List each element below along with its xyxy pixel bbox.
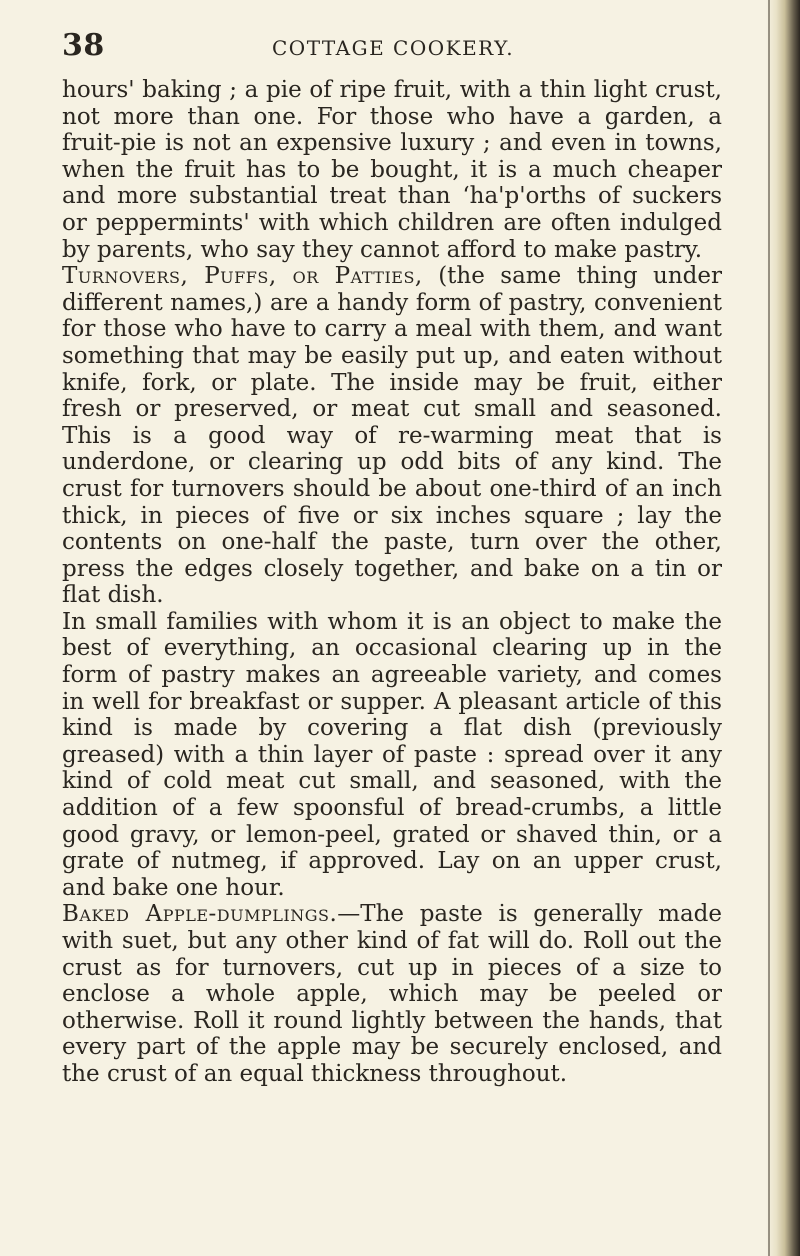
paragraph-text: (the same thing under different names,) are a handy form of pastry, convenient for those who have to carry a meal with them, and want something that may be easily put up, and eaten without knife, fork, or plate. The inside may be fruit, either fresh or preserved, or meat cut small and seasoned. This is a good way of re-warming meat that is underdone, or clearing up odd bits of any kind. The crust for turnovers should be about one-third of an inch thick, in pieces of five or six inches square ; lay the contents on one-half the paste, turn over the other, press the edges closely together, and bake on a tin or flat dish. [62, 263, 722, 609]
paragraph-fruit-pie [62, 77, 722, 263]
page-edge [768, 0, 770, 1256]
page-header [62, 28, 722, 68]
book-spine-shadow [766, 0, 800, 1256]
paragraph-text: In small families with whom it is an object to make the best of everything, an occasional clearing up in the form of pastry makes an agreeable variety, and comes in well for breakfast or supper. A pleasant article of this kind is made by covering a flat dish (previously greased) with a thin layer of paste : spread over it any kind of cold meat cut small, and seasoned, with the addition of a few spoonsful of bread-crumbs, a little good gravy, or lemon-peel, grated or shaved thin, or a grate of nutmeg, if approved. Lay on an upper crust, and bake one hour. [62, 608, 722, 901]
paragraph-heading-apple-dumplings: Baked Apple-dumplings. [62, 901, 338, 928]
paragraph-text: —The paste is generally made with suet, but any other kind of fat will do. Roll out the crust as for turnovers, cut up in pieces of a size to enclose a whole apple, which may be peeled or otherwise. Roll it round lightly between the hands, that every part of the apple may be securely enclosed, and the crust of an equal thickness throughout. [62, 901, 722, 1087]
paragraph-apple-dumplings [62, 901, 722, 1087]
paragraph-text: hours' baking ; a pie of ripe fruit, with a thin light crust, not more than one. For those who have a garden, a fruit-pie is not an expensive luxury ; and even in towns, when the fruit has to be bought, it is a much cheaper and more substantial treat than ‘ha'p'orths of suckers or peppermints' with which children are often indulged by parents, who say they cannot afford to make pastry. [62, 77, 722, 263]
paragraph-turnovers [62, 263, 722, 609]
body-text [62, 77, 722, 1088]
paragraph-heading-turnovers: Turnovers, Puffs, or Patties, [62, 263, 423, 290]
running-head: COTTAGE COOKERY. [272, 36, 515, 60]
paragraph-small-families [62, 609, 722, 902]
page-number: 38 [62, 28, 105, 63]
